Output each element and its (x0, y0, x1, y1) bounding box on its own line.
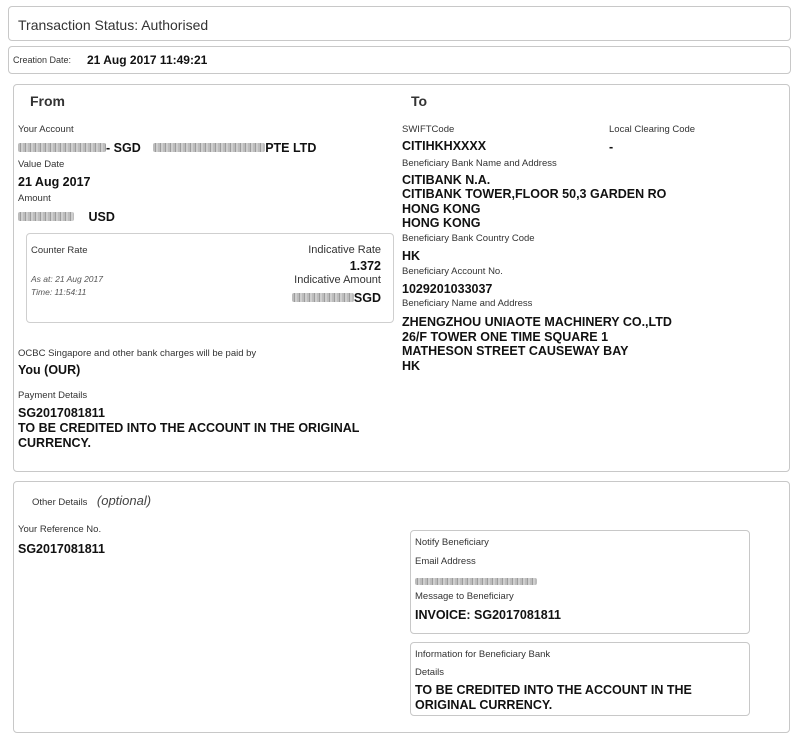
account-currency: - SGD (106, 141, 141, 155)
creation-date-bar (8, 46, 791, 74)
transaction-status-title: Transaction Status: Authorised (18, 17, 209, 33)
amount-currency: USD (88, 210, 115, 224)
email-address-label: Email Address (415, 556, 476, 567)
your-account-value (18, 139, 316, 157)
indicative-amount-value (292, 289, 381, 307)
beneficiary-bank-info-box (410, 642, 750, 716)
masked-indicative-amount (292, 293, 354, 302)
details-label: Details (415, 667, 445, 678)
masked-account-name (153, 143, 265, 152)
beneficiary-line-4: HK (402, 359, 421, 373)
your-reference-label: Your Reference No. (18, 524, 102, 535)
beneficiary-bank-info-title: Information for Beneficiary Bank (415, 649, 551, 660)
beneficiary-bank-label: Beneficiary Bank Name and Address (402, 158, 557, 169)
swift-code-value: CITIHKHXXXX (402, 139, 487, 153)
amount-value (18, 208, 115, 226)
your-reference-value: SG2017081811 (18, 542, 105, 556)
bank-line-2: CITIBANK TOWER,FLOOR 50,3 GARDEN RO (402, 187, 667, 201)
from-heading: From (30, 93, 65, 109)
bank-line-4: HONG KONG (402, 216, 481, 230)
swift-code-label: SWIFTCode (402, 124, 455, 135)
beneficiary-line-2: 26/F TOWER ONE TIME SQUARE 1 (402, 330, 609, 344)
payment-details-label: Payment Details (18, 390, 88, 401)
payment-details-text: TO BE CREDITED INTO THE ACCOUNT IN THE ORIGINAL CURRENCY. (18, 421, 360, 450)
beneficiary-account-label: Beneficiary Account No. (402, 266, 503, 277)
value-date-value: 21 Aug 2017 (18, 175, 91, 189)
other-details-heading (32, 492, 151, 510)
from-to-panel (13, 84, 790, 472)
indicative-rate-value: 1.372 (349, 259, 381, 273)
as-at-date: As at: 21 Aug 2017 (31, 274, 103, 284)
email-address-value (415, 573, 537, 591)
charges-value: You (OUR) (18, 363, 81, 377)
beneficiary-name-label: Beneficiary Name and Address (402, 298, 533, 309)
rate-box (26, 233, 394, 323)
to-heading: To (411, 93, 428, 109)
value-date-label: Value Date (18, 159, 65, 170)
other-details-title: Other Details (32, 497, 88, 508)
payment-details-ref: SG2017081811 (18, 406, 105, 420)
bank-country-value: HK (402, 249, 421, 263)
bank-line-3: HONG KONG (402, 202, 481, 216)
message-to-beneficiary-value: INVOICE: SG2017081811 (415, 608, 561, 622)
counter-rate-label: Counter Rate (31, 245, 88, 256)
masked-amount (18, 212, 74, 221)
masked-account-number (18, 143, 106, 152)
optional-label: (optional) (96, 493, 152, 508)
creation-date-value: 21 Aug 2017 11:49:21 (87, 53, 208, 67)
indicative-amount-currency: SGD (353, 291, 381, 305)
charges-label: OCBC Singapore and other bank charges will be paid by (18, 348, 257, 359)
masked-email (415, 578, 537, 585)
transaction-status-bar (8, 6, 791, 41)
amount-label: Amount (18, 193, 51, 204)
account-name-suffix: PTE LTD (265, 141, 317, 155)
bank-line-1: CITIBANK N.A. (402, 173, 491, 187)
bank-country-label: Beneficiary Bank Country Code (402, 233, 535, 244)
message-to-beneficiary-label: Message to Beneficiary (415, 591, 514, 602)
other-details-panel (13, 481, 790, 733)
beneficiary-line-3: MATHESON STREET CAUSEWAY BAY (402, 344, 629, 358)
your-account-label: Your Account (18, 124, 74, 135)
indicative-rate-label: Indicative Rate (308, 244, 381, 256)
indicative-amount-label: Indicative Amount (294, 274, 381, 286)
notify-beneficiary-box (410, 530, 750, 634)
local-clearing-code-value: - (609, 140, 614, 154)
creation-date-label: Creation Date: (13, 55, 72, 65)
as-at-time: Time: 11:54:11 (31, 287, 87, 297)
beneficiary-account-value: 1029201033037 (402, 282, 493, 296)
notify-beneficiary-title: Notify Beneficiary (415, 537, 489, 548)
local-clearing-code-label: Local Clearing Code (609, 124, 696, 135)
beneficiary-line-1: ZHENGZHOU UNIAOTE MACHINERY CO.,LTD (402, 315, 672, 329)
details-value: TO BE CREDITED INTO THE ACCOUNT IN THE ORIGINAL CURRENCY. (415, 683, 692, 712)
